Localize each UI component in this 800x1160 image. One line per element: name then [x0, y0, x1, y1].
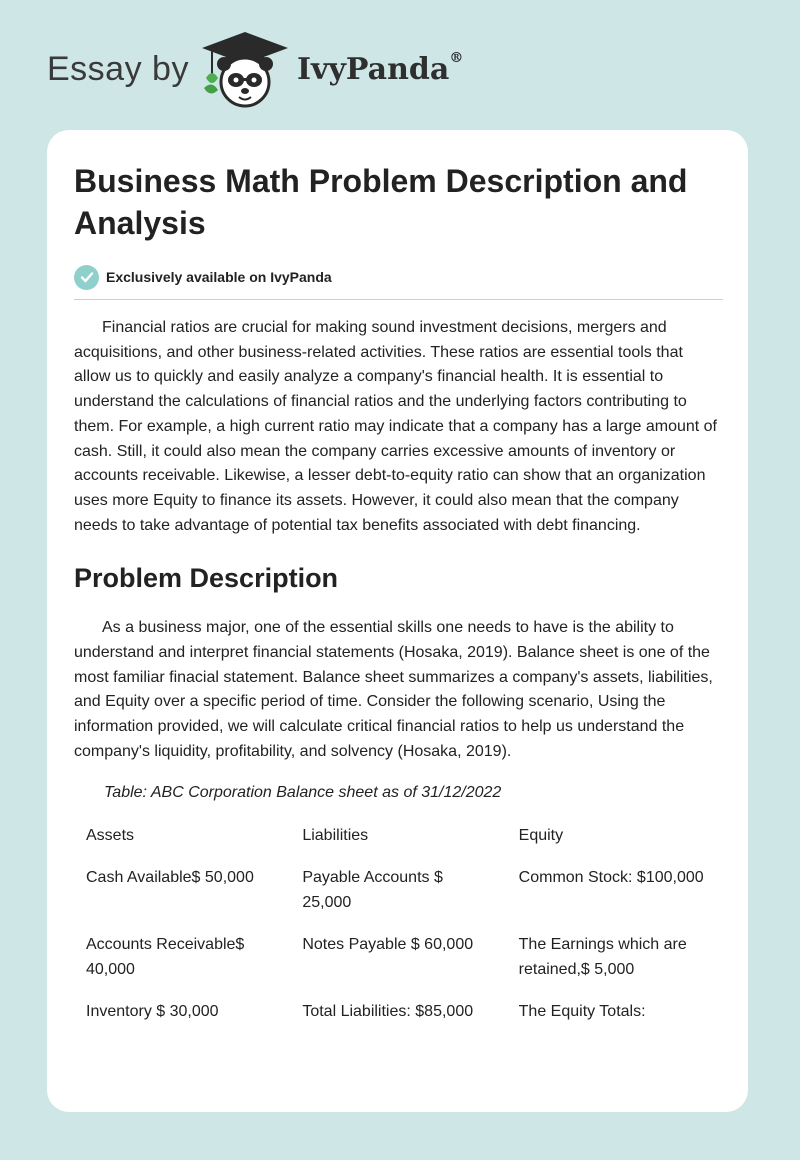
- problem-paragraph: As a business major, one of the essential skills one needs to have is the ability to understand and interpret financial statements (Hosaka, 2019). Balance sheet is one of the most familiar finacial statement. Balance sheet summarizes a company's assets, liabilities, and Equity over a specific period of time. Consider the following scenario, Using the information provided, we will calculate critical financial ratios to help us understand the company's liquidity, profitability, and solvency (Hosaka, 2019).: [74, 619, 713, 760]
- section-heading: Problem Description: [74, 563, 339, 594]
- table-header-cell: Liabilities: [302, 826, 369, 844]
- table-cell: Common Stock: $100,000: [518, 868, 704, 886]
- trademark-symbol: ®: [449, 50, 464, 66]
- article-card: [47, 130, 748, 1112]
- table-header-cell: Equity: [518, 826, 564, 844]
- table-cell: Payable Accounts $ 25,000: [302, 868, 443, 911]
- essay-by-label: Essay by: [47, 50, 189, 88]
- brand-text: IvyPanda: [297, 52, 450, 87]
- table-cell: Cash Available$ 50,000: [86, 868, 254, 886]
- table-header-cell: Assets: [86, 826, 135, 844]
- table-cell: Notes Payable $ 60,000: [302, 935, 474, 953]
- table-cell: The Earnings which are retained,$ 5,000: [518, 935, 687, 978]
- exclusive-label: Exclusively available on IvyPanda: [106, 269, 332, 285]
- table-cell: Total Liabilities: $85,000: [302, 1002, 474, 1020]
- balance-sheet-table: [74, 815, 723, 1033]
- brand-name[interactable]: [297, 52, 463, 87]
- intro-paragraph: Financial ratios are crucial for making sound investment decisions, mergers and acquisitions, and other business-related activities. These ratios are essential tools that allow us to quickly and easily analyze a company's financial health. It is essential to understand the calculations of financial ratios and the underlying factors contributing to them. For example, a high current ratio may indicate that a company has a large amount of cash. Still, it could also mean the company carries excessive amounts of inventory or accounts receivable. Likewise, a lesser debt-to-equity ratio can show that an organization uses more Equity to finance its assets. However, it could also mean that the company needs to take advantage of potential tax benefits associated with debt financing.: [74, 319, 717, 534]
- table-cell: Accounts Receivable$ 40,000: [86, 935, 245, 978]
- table-cell: Inventory $ 30,000: [86, 1002, 219, 1020]
- table-row: [74, 857, 723, 924]
- table-caption: Table: ABC Corporation Balance sheet as of 31/12/2022: [104, 783, 502, 801]
- panda-logo-icon[interactable]: [200, 30, 290, 115]
- article-content: [74, 160, 723, 1033]
- exclusive-badge: [74, 263, 723, 291]
- check-icon: [74, 265, 99, 290]
- table-header-row: [74, 815, 723, 857]
- page-title: Business Math Problem Description and Analysis: [74, 163, 688, 241]
- table-row: [74, 991, 723, 1033]
- table-cell: The Equity Totals:: [518, 1002, 646, 1020]
- table-row: [74, 924, 723, 991]
- divider: [74, 299, 723, 300]
- site-header: [0, 0, 800, 130]
